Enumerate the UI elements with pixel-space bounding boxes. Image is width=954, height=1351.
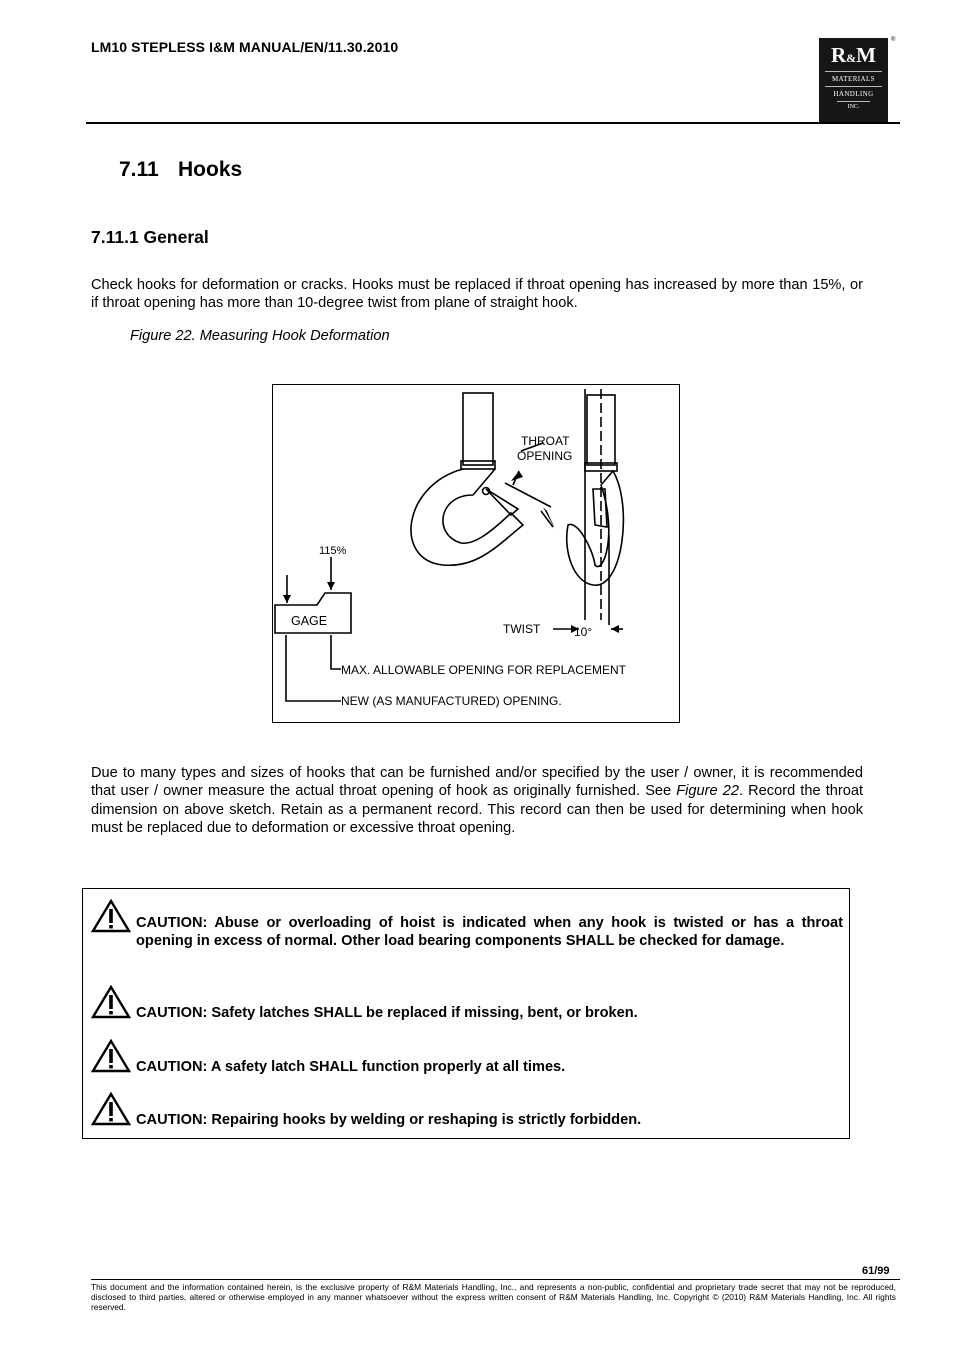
caution-text: CAUTION: Repairing hooks by welding or reshaping is strictly forbidden. <box>136 1112 642 1128</box>
new-opening-leader <box>286 635 341 701</box>
caution-item <box>91 1092 843 1129</box>
throat-arrowhead-top <box>511 471 523 481</box>
safety-latch <box>486 489 518 515</box>
gage-percent-arrowhead <box>327 582 335 590</box>
gage-label: GAGE <box>291 614 328 628</box>
footer-divider <box>91 1279 900 1280</box>
caution-item <box>91 985 843 1022</box>
warning-icon <box>91 1092 131 1126</box>
page-number: 61/99 <box>862 1265 890 1277</box>
body-text-part1: Due to many types and sizes of hooks that can be furnished and/or specified by the user / owner, it is recommended that user / owner measure the actual throat opening of hook as originally furnished. See <box>91 765 863 800</box>
max-opening-leader <box>331 635 341 669</box>
logo-line-handling: HANDLING <box>825 86 882 99</box>
section-title: Hooks <box>178 158 243 181</box>
registered-mark: ® <box>891 37 896 43</box>
logo-line-inc: INC. <box>837 101 870 110</box>
caution-item <box>91 899 843 951</box>
confidentiality-notice: This document and the information contained herein, is the exclusive property of R&M Materials Handling, Inc., and represents a non-public, confidential and proprietary trade secret that may not be reproduced, disclosed to third parties, altered or otherwise employed in any manner whatsoever without the express written consent of R&M Materials Handling, Inc. Copyright © (2010) R&M Materials Handling, Inc. All rights reserved. <box>91 1282 896 1313</box>
gage-left-arrowhead <box>283 595 291 603</box>
new-opening-label: NEW (AS MANUFACTURED) OPENING. <box>341 694 562 708</box>
throat-label-line1: THROAT <box>521 434 570 448</box>
throat-arrowhead-bottom <box>543 507 555 529</box>
max-opening-label: MAX. ALLOWABLE OPENING FOR REPLACEMENT <box>341 663 626 677</box>
percent-label: 115% <box>319 545 347 557</box>
figure-caption: Figure 22. Measuring Hook Deformation <box>130 328 390 344</box>
company-logo <box>819 38 888 122</box>
section-number: 7.11 <box>119 158 159 181</box>
throat-dim-line <box>505 483 551 507</box>
hook-diagram <box>273 385 679 722</box>
degree-arrowhead <box>611 625 619 633</box>
section-heading <box>119 158 242 182</box>
intro-paragraph: Check hooks for deformation or cracks. Hooks must be replaced if throat opening has increased by more than 15%, or if throat opening has more than 10-degree twist from plane of straight hook. <box>91 277 863 312</box>
side-hook-body <box>567 471 624 585</box>
hook-deformation-figure <box>272 384 680 723</box>
logo-line-materials: MATERIALS <box>825 71 882 84</box>
body-text-part2: . Record the throat dimension on above sketch. Retain as a permanent record. This record can then be used for determining when hook must be replaced due to deformation or excessive throat opening. <box>91 783 864 837</box>
caution-text: CAUTION: A safety latch SHALL function properly at all times. <box>136 1059 566 1075</box>
degree-label: 10° <box>574 625 593 639</box>
front-hook-shank <box>463 393 493 465</box>
twist-label: TWIST <box>503 622 541 636</box>
logo-brand: R&M <box>831 43 876 67</box>
figure-reference: Figure 22 <box>676 783 739 800</box>
warning-icon <box>91 899 131 933</box>
throat-label-line2: OPENING <box>517 449 573 463</box>
body-paragraph <box>91 764 863 838</box>
caution-item <box>91 1039 843 1076</box>
warning-icon <box>91 985 131 1019</box>
side-latch <box>593 489 607 527</box>
caution-box <box>82 888 850 1139</box>
caution-text: CAUTION: Safety latches SHALL be replaced if missing, bent, or broken. <box>136 1005 638 1021</box>
header-divider <box>86 122 900 124</box>
document-id: LM10 STEPLESS I&M MANUAL/EN/11.30.2010 <box>91 39 399 55</box>
warning-icon <box>91 1039 131 1073</box>
subsection-heading: 7.11.1 General <box>91 227 209 247</box>
caution-text: CAUTION: Abuse or overloading of hoist is indicated when any hook is twisted or has a throat opening in excess of normal. Other load bearing components SHALL be checked for damage. <box>136 915 843 950</box>
